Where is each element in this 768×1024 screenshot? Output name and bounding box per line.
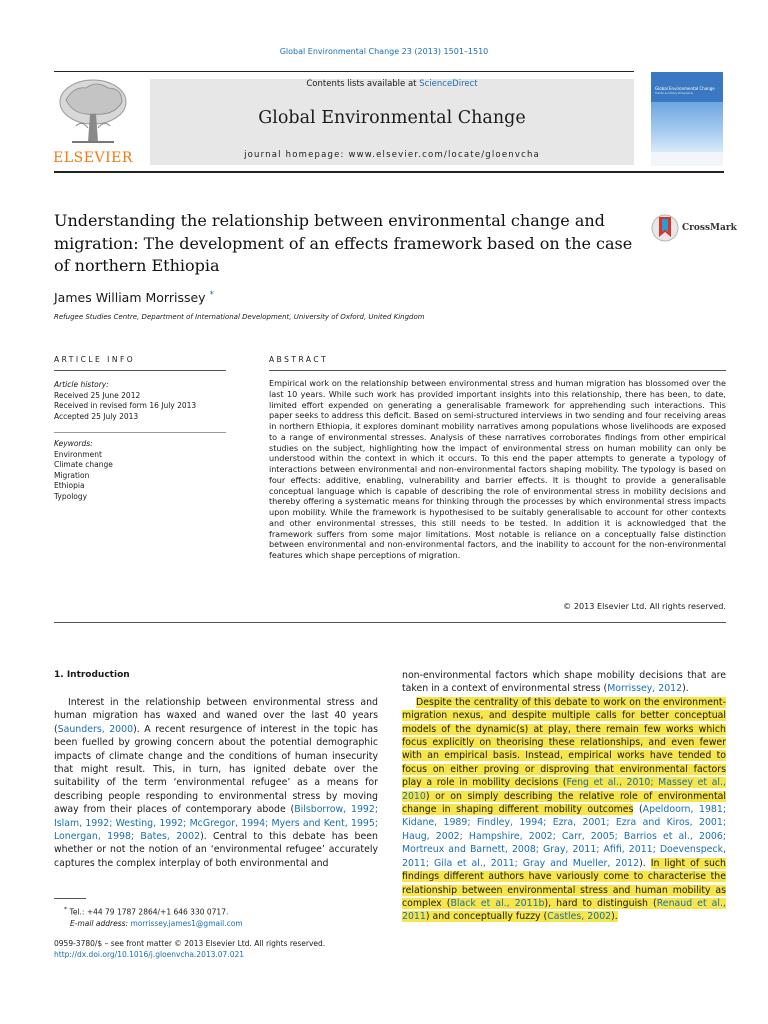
doi-link[interactable]: http://dx.doi.org/10.1016/j.gloenvcha.2013.07.021: [54, 950, 245, 959]
header-rule-top: [54, 71, 634, 72]
author-email-link[interactable]: morrissey.james1@gmail.com: [130, 918, 243, 928]
keywords-rule: [54, 432, 226, 433]
section-heading-introduction: 1. Introduction: [54, 670, 130, 680]
journal-title: Global Environmental Change: [258, 108, 526, 128]
citation-link[interactable]: Bilsborrow, 1992; Islam, 1992; Westing, 1992; McGregor, 1994; Myers and Kent, 1995; Lonergan, 1998; Bates, 2002: [54, 804, 378, 843]
history-item: Accepted 25 July 2013: [54, 411, 139, 421]
abstract-label: ABSTRACT: [269, 355, 329, 364]
keywords-label: Keywords:: [54, 439, 93, 448]
citation-link[interactable]: Morrissey, 2012: [607, 683, 683, 695]
citation-link[interactable]: Feng et al., 2010; Massey et al., 2010: [402, 777, 726, 802]
crossmark-icon: [651, 213, 679, 243]
author-footnote-mark[interactable]: *: [209, 290, 215, 300]
contents-line: Contents lists available at ScienceDirect: [306, 79, 478, 89]
intro-left-column: Interest in the relationship between environmental stress and human migration has waxed and waned over the last 40 years (Saunders, 2000). A recent resurgence of interest in the topic has been fuelled by growing concern about the potential demographic impacts of climate change and the conditions of human insecurity that might result. This, in turn, has ignited debate over the suitability of the term ‘environmental refugee’ as a means for describing people responding to environmental stress by moving away from their places of contemporary abode (Bilsborrow, 1992; Islam, 1992; Westing, 1992; McGregor, 1994; Myers and Kent, 1995; Lonergan, 1998; Bates, 2002). Central to this debate has been whether or not the notion of an ‘environmental refugee’ accurately captures the complex interplay of both environmental and: [54, 697, 378, 869]
sciencedirect-link[interactable]: ScienceDirect: [419, 79, 478, 89]
abstract-rule: [269, 370, 726, 371]
info-rule: [54, 370, 226, 371]
citation-link[interactable]: Black et al., 2011b: [450, 897, 545, 909]
issn-line: 0959-3780/$ – see front matter © 2013 Elsevier Ltd. All rights reserved.: [54, 939, 326, 948]
highlighted-passage: ) or on simply describing the relative role of environmental change in shaping different mobility outcomes: [402, 790, 726, 816]
citation-link[interactable]: Renaud et al., 2011: [402, 897, 726, 923]
highlighted-passage: In light of such findings different authors have variously come to characterise the relationship between environmental stress and human mobility as complex (: [402, 857, 726, 909]
article-title: Understanding the relationship between environmental change and migration: The development of an effects framework based on the case of northern Ethiopia: [54, 211, 633, 275]
article-info-label: ARTICLE INFO: [54, 355, 136, 364]
publisher-name: ELSEVIER: [53, 150, 133, 166]
highlighted-passage: ), hard to distinguish (: [544, 897, 657, 909]
abstract-bottom-rule: [54, 622, 726, 623]
history-item: Received in revised form 16 July 2013: [54, 401, 197, 410]
journal-homepage[interactable]: journal homepage: www.elsevier.com/locate/gloenvcha: [244, 150, 540, 160]
journal-cover-image: [651, 72, 723, 166]
citation-link[interactable]: Saunders, 2000: [57, 723, 134, 735]
journal-reference[interactable]: Global Environmental Change 23 (2013) 1501–1510: [279, 47, 489, 56]
highlighted-passage: ).: [611, 911, 618, 923]
keywords: [54, 439, 234, 502]
front-matter-footer: [54, 938, 378, 960]
keyword-item: Migration: [54, 470, 90, 480]
footnote: * Tel.: +44 79 1787 2864/+1 646 330 0717. E-mail address: morrissey.james1@gmail.com: [64, 906, 243, 928]
abstract-text: Empirical work on the relationship between environmental stress and human migration has blossomed over the last 10 years. While such work has provided important insights into this relationship, there has been, to date, limited effort expended on generating a generalisable framework for apprehending such interactions. This paper seeks to address this deficit. Based on semi-structured interviews in two sending and four receiving areas in northern Ethiopia, it explores dominant mobility narratives among populations whose livelihoods are exposed to a range of environmental stresses. Analysis of these narratives corroborates findings from other empirical studies on the subject, highlighting how the impact of environmental stress on human mobility can only be understood within the context in which it occurs. To this end the paper attempts to generate a typology of interactions between environmental and non-environmental factors shaping mobility. The typology is based on four effects: additive, enabling, vulnerability and barrier effects. It is thought to provide a generalisable conceptual language which is capable of describing the role of environmental stress in mobility decisions and thereby offering a systematic means for thinking through the processes by which environmental stress impacts upon mobility. While the framework is hypothesised to be suitably generalisable to account for other contexts and other environmental stresses, this still needs to be tested. In addition it is acknowledged that the framework suffers from some major limitations. Most notable is reliance on a conceptually false distinction between environmental and non-environmental factors, and the inability to account for the non-environmental features which shape perceptions of migration.: [269, 378, 726, 560]
history-item: Received 25 June 2012: [54, 390, 141, 400]
crossmark-label: CrossMark: [682, 223, 737, 233]
highlighted-passage: ) and conceptually fuzzy (: [425, 911, 548, 923]
keyword-item: Typology: [54, 491, 88, 501]
highlighted-passage: Despite the centrality of this debate to work on the environment-migration nexus, and despite multiple calls for better conceptual models of the dynamic(s) at play, there remain few works which focus explicitly on theorising these relationships, and even fewer with an empirical basis. Instead, empirical works have tended to focus on either proving or disproving that environmental factors play a role in mobility decisions (: [402, 696, 726, 789]
abstract-copyright: © 2013 Elsevier Ltd. All rights reserved.: [563, 601, 726, 611]
author-name: James William Morrissey *: [54, 290, 215, 306]
citation-link[interactable]: Castles, 2002: [547, 911, 612, 923]
cover-subtitle: Human and Policy Dimensions: [655, 92, 693, 95]
affiliation: Refugee Studies Centre, Department of International Development, University of Oxford, United Kingdom: [54, 313, 425, 321]
intro-right-column: non-environmental factors which shape mobility decisions that are taken in a context of environmental stress (Morrissey, 2012). Despite the centrality of this debate to work on the environment-migration nexus, and despite multiple calls for better conceptual models of the dynamic(s) at play, there remain few works which focus explicitly on theorising these relationships, and even fewer with an empirical basis. Instead, empirical works have tended to focus on either proving or disproving that environmental factors play a role in mobility decisions (Feng et al., 2010; Massey et al., 2010) or on simply describing the relative role of environmental change in shaping different mobility outcomes (Apeldoorn, 1981; Kidane, 1989; Findley, 1994; Ezra, 2001; Ezra and Kiros, 2001; Haug, 2002; Hampshire, 2002; Carr, 2005; Barrios et al., 2006; Mortreux and Barnett, 2008; Gray, 2011; Afifi, 2011; Doevenspeck, 2011; Gila et al., 2011; Gray and Mueller, 2012). In light of such findings different authors have variously come to characterise the relationship between environmental stress and human mobility as complex (Black et al., 2011b), hard to distinguish (Renaud et al., 2011) and conceptually fuzzy (Castles, 2002).: [402, 670, 726, 923]
cover-title: Global Environmental Change: [655, 86, 715, 91]
keyword-item: Ethiopia: [54, 481, 85, 490]
history-label: Article history:: [54, 380, 109, 389]
keyword-item: Climate change: [54, 460, 113, 469]
article-history: [54, 380, 234, 422]
citation-link[interactable]: Apeldoorn, 1981; Kidane, 1989; Findley, 1994; Ezra, 2001; Ezra and Kiros, 2001; Haug, 2002; Hampshire, 2002; Carr, 2005; Barrios et al., 2006; Mortreux and Barnett, 2008; Gray, 2011; Afifi, 2011; Doevenspeck, 2011; Gila et al., 2011; Gray and Mueller, 2012: [402, 804, 726, 869]
crossmark-badge[interactable]: [651, 213, 737, 243]
header-rule-bottom: [54, 171, 724, 173]
keyword-item: Environment: [54, 449, 102, 459]
footnote-rule: [54, 898, 86, 899]
